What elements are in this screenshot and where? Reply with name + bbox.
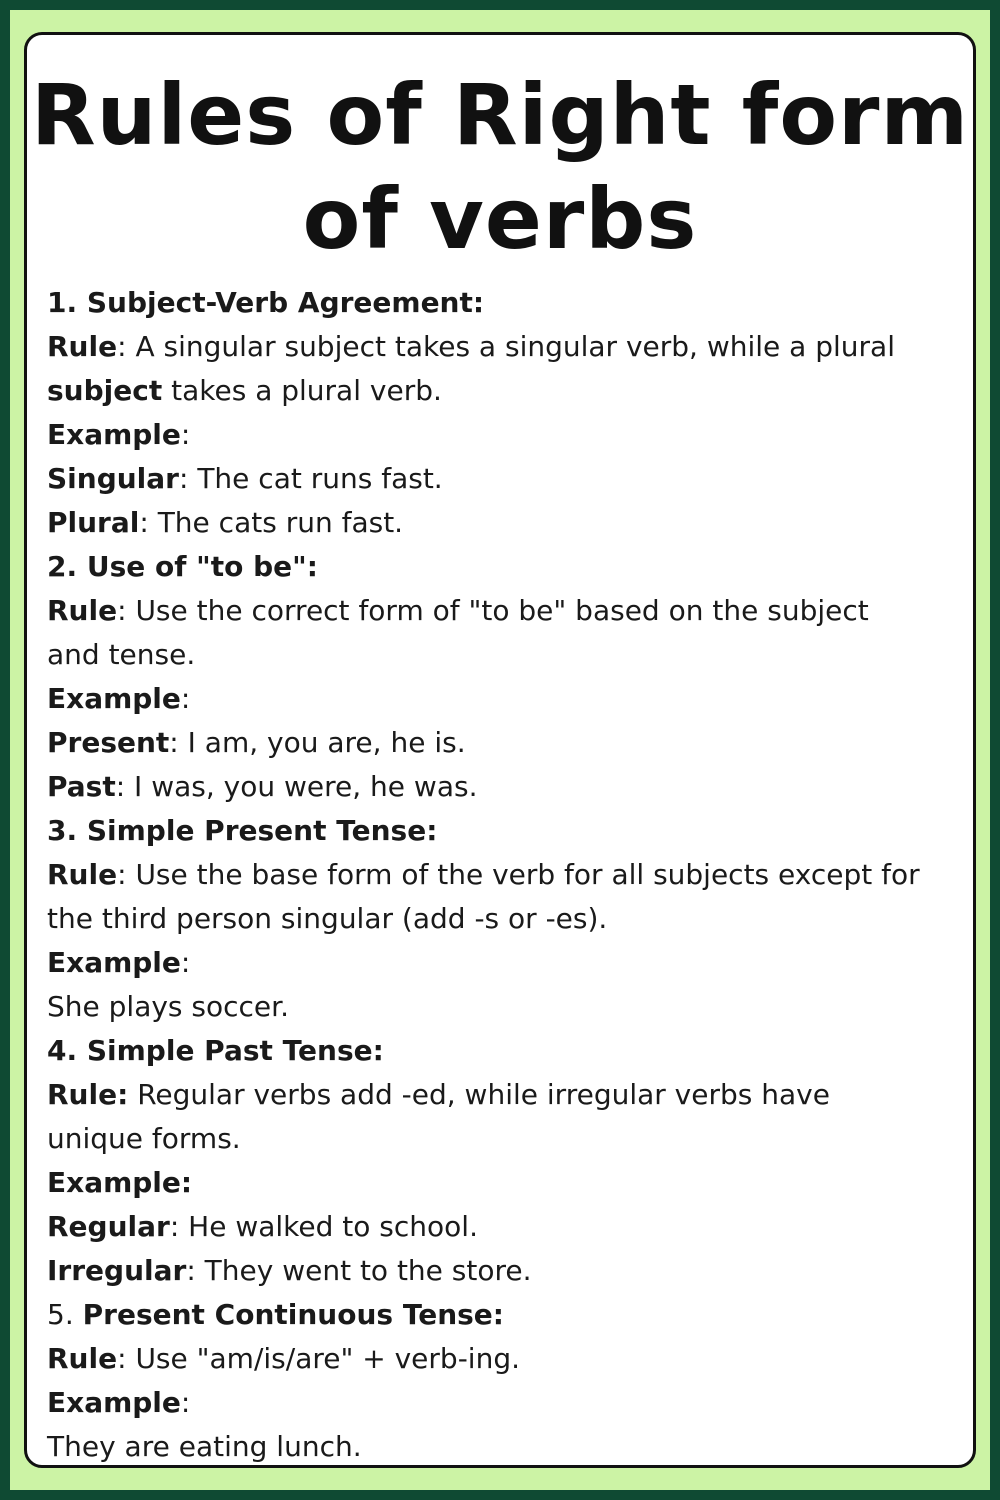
section-heading: 4. Simple Past Tense: bbox=[47, 1034, 384, 1067]
rule-line bbox=[47, 589, 976, 633]
title-line-1: Rules of Right form bbox=[31, 66, 969, 164]
example-separator: : bbox=[180, 1386, 191, 1419]
section-number: 5. bbox=[47, 1298, 83, 1331]
example-item-label: Plural bbox=[47, 506, 140, 539]
example-item-label: Singular bbox=[47, 462, 179, 495]
example-item-text: : They went to the store. bbox=[186, 1254, 532, 1287]
example-item bbox=[47, 457, 976, 501]
rule-separator: : bbox=[117, 858, 136, 891]
rule-line: the third person singular (add -s or -es). bbox=[47, 902, 608, 935]
rule-line bbox=[47, 853, 976, 897]
example-item bbox=[47, 1205, 976, 1249]
rule-separator: : bbox=[117, 1342, 136, 1375]
section-heading-text: Present Continuous Tense: bbox=[82, 1298, 504, 1331]
rule-label: Rule bbox=[47, 330, 118, 363]
example-item-label: Regular bbox=[47, 1210, 170, 1243]
rule-text: Use the base form of the verb for all subjects except for bbox=[135, 858, 920, 891]
page-title bbox=[27, 63, 973, 271]
example-label: Example bbox=[47, 682, 181, 715]
rule-line bbox=[47, 325, 976, 369]
example-heading bbox=[47, 941, 976, 985]
example-item: They are eating lunch. bbox=[47, 1430, 362, 1463]
page-frame bbox=[10, 10, 990, 1490]
example-separator: : bbox=[180, 682, 191, 715]
example-item-text: : I was, you were, he was. bbox=[115, 770, 478, 803]
rule-line: unique forms. bbox=[47, 1122, 241, 1155]
rule-line bbox=[47, 369, 976, 413]
rule-keyword: subject bbox=[47, 374, 163, 407]
example-item bbox=[47, 1249, 976, 1293]
example-heading bbox=[47, 413, 976, 457]
section-heading: 2. Use of "to be": bbox=[47, 550, 318, 583]
example-item bbox=[47, 721, 976, 765]
rule-text: Use the correct form of "to be" based on the subject bbox=[135, 594, 869, 627]
example-label: Example bbox=[47, 946, 181, 979]
example-item bbox=[47, 765, 976, 809]
rule-label: Rule bbox=[47, 594, 118, 627]
example-separator: : bbox=[180, 418, 191, 451]
rule-text: A singular subject takes a singular verb, while a plural bbox=[135, 330, 895, 363]
example-item-text: : He walked to school. bbox=[169, 1210, 478, 1243]
rule-label: Rule bbox=[47, 858, 118, 891]
example-label: Example bbox=[47, 418, 181, 451]
rule-separator bbox=[128, 1078, 137, 1111]
example-item-text: : The cat runs fast. bbox=[178, 462, 443, 495]
rule-text: Use "am/is/are" + verb-ing. bbox=[135, 1342, 520, 1375]
example-label: Example bbox=[47, 1386, 181, 1419]
example-item bbox=[47, 501, 976, 545]
rule-label: Rule bbox=[47, 1342, 118, 1375]
example-item-label: Present bbox=[47, 726, 170, 759]
example-heading bbox=[47, 677, 976, 721]
example-separator: : bbox=[180, 946, 191, 979]
content-card bbox=[24, 32, 976, 1468]
rule-line: and tense. bbox=[47, 638, 196, 671]
rule-label: Rule: bbox=[47, 1078, 129, 1111]
section-heading: 3. Simple Present Tense: bbox=[47, 814, 438, 847]
example-item-label: Past bbox=[47, 770, 116, 803]
example-heading: Example: bbox=[47, 1166, 193, 1199]
rule-separator: : bbox=[117, 330, 136, 363]
rule-line bbox=[47, 1073, 976, 1117]
example-item-text: : I am, you are, he is. bbox=[169, 726, 466, 759]
example-heading bbox=[47, 1381, 976, 1425]
section-heading: 1. Subject-Verb Agreement: bbox=[47, 286, 485, 319]
rule-text: takes a plural verb. bbox=[162, 374, 442, 407]
rules-list bbox=[47, 281, 976, 1468]
example-item-text: : The cats run fast. bbox=[139, 506, 404, 539]
rule-line bbox=[47, 1337, 976, 1381]
rule-separator: : bbox=[117, 594, 136, 627]
rule-text: Regular verbs add -ed, while irregular verbs have bbox=[137, 1078, 830, 1111]
example-item: She plays soccer. bbox=[47, 990, 289, 1023]
section-heading bbox=[47, 1293, 976, 1337]
title-line-2: of verbs bbox=[302, 170, 698, 268]
example-item-label: Irregular bbox=[47, 1254, 187, 1287]
